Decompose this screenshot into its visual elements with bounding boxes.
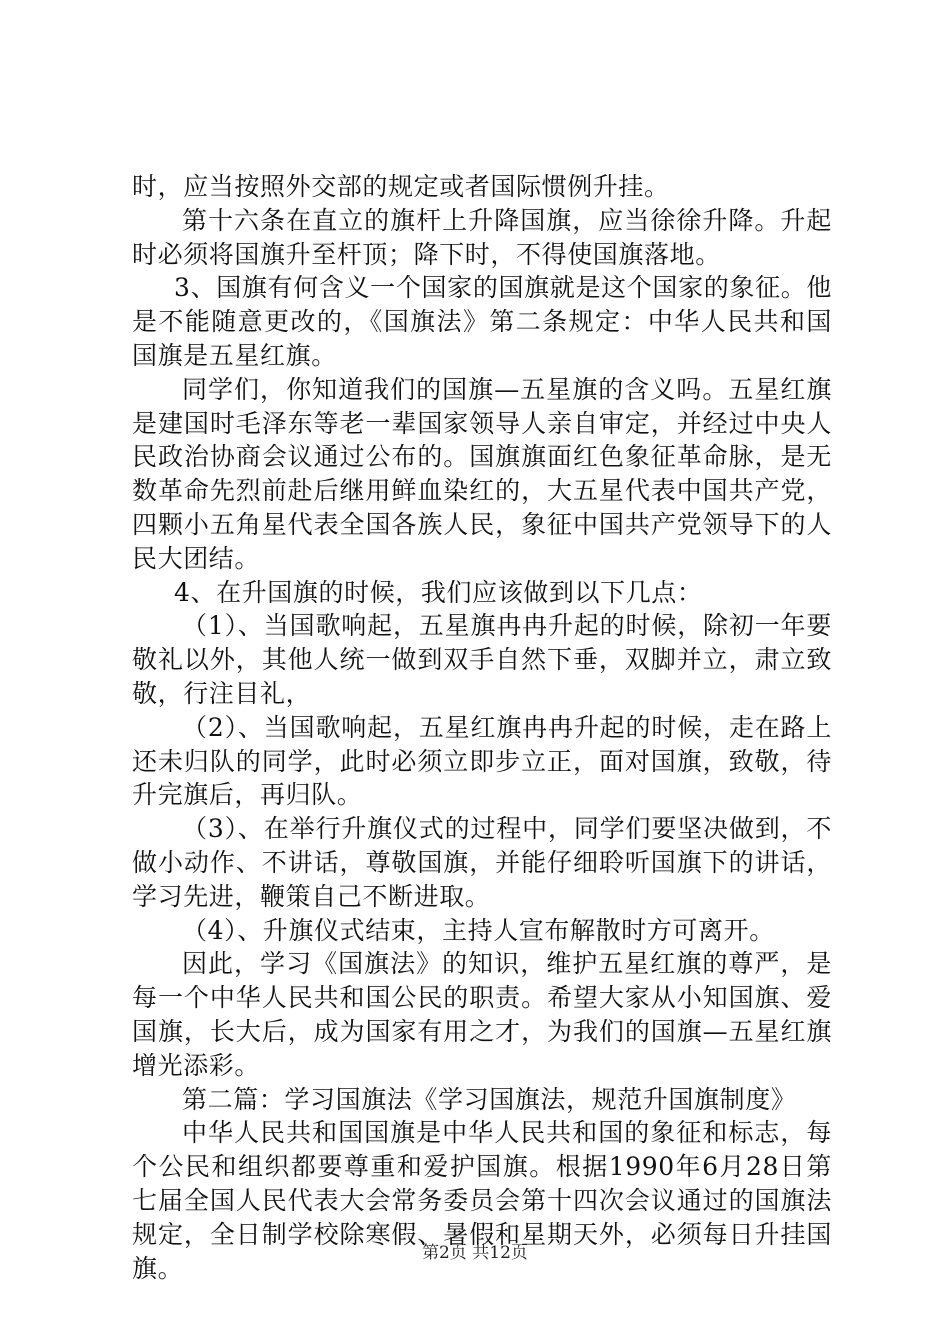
paragraph-item-3: （3）、在举行升旗仪式的过程中，同学们要坚决做到，不做小动作、不讲话，尊敬国旗，并能仔细聆听国旗下的讲话，学习先进，鞭策自己不断进取。 <box>132 814 832 911</box>
page-number-footer: 第2页 共12页 <box>422 1243 528 1263</box>
paragraph-item-1: （1）、当国歌响起，五星旗冉冉升起的时候，除初一年要敬礼以外，其他人统一做到双手自然下垂，双脚并立，肃立致敬，行注目礼， <box>132 611 832 708</box>
paragraph-item-4: （4）、升旗仪式结束，主持人宣布解散时方可离开。 <box>182 915 775 945</box>
document-body <box>132 170 832 1285</box>
paragraph-continuation: 时，应当按照外交部的规定或者国际惯例升挂。 <box>132 172 670 201</box>
paragraph-article-16: 第十六条在直立的旗杆上升降国旗，应当徐徐升降。升起时必须将国旗升至杆顶；降下时，不得使国旗落地。 <box>132 205 832 269</box>
paragraph-flag-meaning: 同学们，你知道我们的国旗—五星旗的含义吗。五星红旗是建国时毛泽东等老一辈国家领导人亲自审定，并经过中央人民政治协商会议通过公布的。国旗旗面红色象征革命脉，是无数革命先烈前赴后继用鲜血染红的，大五星代表中国共产党，四颗小五角星代表全国各族人民，象征中国共产党领导下的人民大团结。 <box>132 374 832 573</box>
paragraph-part-two-intro: 中华人民共和国国旗是中华人民共和国的象征和标志，每个公民和组织都要尊重和爱护国旗。根据1990年6月28日第七届全国人民代表大会常务委员会第十四次会议通过的国旗法规定，全日制学校除寒假、暑假和星期天外，必须每日升挂国旗。 <box>132 1118 832 1283</box>
paragraph-conclusion: 因此，学习《国旗法》的知识，维护五星红旗的尊严，是每一个中华人民共和国公民的职责。希望大家从小知国旗、爱国旗，长大后，成为国家有用之才，为我们的国旗—五星红旗增光添彩。 <box>132 949 832 1080</box>
paragraph-item-2: （2）、当国歌响起，五星红旗冉冉升起的时候，走在路上还未归队的同学，此时必须立即步立正，面对国旗，致敬，待升完旗后，再归队。 <box>132 712 832 810</box>
section-heading-part-two: 第二篇：学习国旗法《学习国旗法，规范升国旗制度》 <box>182 1084 797 1114</box>
paragraph-section-4: 4、在升国旗的时候，我们应该做到以下几点： <box>174 577 703 607</box>
paragraph-section-3: 3、国旗有何含义一个国家的国旗就是这个国家的象征。他是不能随意更改的，《国旗法》第二条规定：中华人民共和国国旗是五星红旗。 <box>132 273 832 370</box>
